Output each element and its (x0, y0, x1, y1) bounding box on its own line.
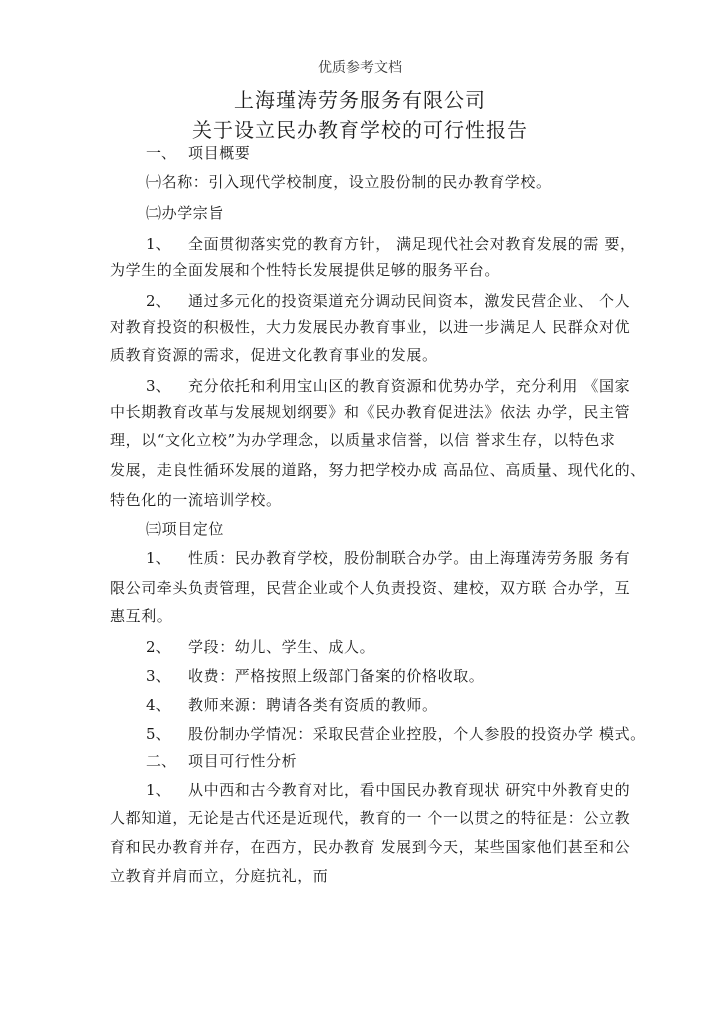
purpose-3-number: 3、 (146, 377, 171, 395)
feasibility-1-line-2: 人都知道，无论是古代还是近现代，教育的一 个一以贯之的特征是：公立教 (110, 809, 631, 827)
section-1-number: 一、 (146, 144, 177, 162)
position-2-text: 学段：幼儿、学生、成人。 (188, 638, 376, 656)
name-paragraph: ㈠名称：引入现代学校制度，设立股份制的民办教育学校。 (146, 173, 552, 191)
position-5-text: 股份制办学情况：采取民营企业控股，个人参股的投资办学 模式。 (188, 725, 646, 743)
purpose-3-line-2: 中长期教育改革与发展规划纲要》和《民办教育促进法》依法 办学，民主管 (110, 403, 631, 421)
position-3-number: 3、 (146, 667, 171, 685)
feasibility-1-number: 1、 (146, 781, 171, 799)
report-title: 关于设立民办教育学校的可行性报告 (192, 118, 528, 142)
purpose-3-line-3: 理，以“文化立校”为办学理念，以质量求信誉，以信 誉求生存，以特色求 (110, 431, 616, 449)
purpose-1-number: 1、 (146, 235, 171, 253)
position-heading: ㈢项目定位 (146, 520, 225, 538)
feasibility-1-line-4: 立教育并肩而立，分庭抗礼，而 (110, 867, 329, 885)
position-5-number: 5、 (146, 725, 171, 743)
purpose-heading: ㈡办学宗旨 (146, 204, 225, 222)
feasibility-1-line-3: 育和民办教育并存，在西方，民办教育 发展到今天，某些国家他们甚至和公 (110, 838, 631, 856)
company-title: 上海瑾涛劳务服务有限公司 (234, 88, 486, 112)
position-4-number: 4、 (146, 696, 171, 714)
purpose-1-line-1: 全面贯彻落实党的教育方针， 满足现代社会对教育发展的需 要， (188, 235, 636, 253)
page-header: 优质参考文档 (318, 60, 402, 76)
purpose-2-line-1: 通过多元化的投资渠道充分调动民间资本，激发民营企业、 个人 (188, 292, 631, 310)
position-1-number: 1、 (146, 549, 171, 567)
position-1-line-2: 限公司牵头负责管理，民营企业或个人负责投资、建校，双方联 合办学，互 (110, 579, 631, 597)
purpose-2-line-2: 对教育投资的积极性，大力发展民办教育事业，以进一步满足人 民群众对优 (110, 318, 631, 336)
section-1-title: 项目概要 (188, 144, 251, 162)
position-4-text: 教师来源：聘请各类有资质的教师。 (188, 696, 438, 714)
purpose-3-line-5: 特色化的一流培训学校。 (110, 491, 282, 509)
position-2-number: 2、 (146, 638, 171, 656)
purpose-3-line-4: 发展，走良性循环发展的道路，努力把学校办成 高品位、高质量、现代化的、 (110, 461, 646, 479)
position-1-line-3: 惠互利。 (110, 607, 173, 625)
section-2-title: 项目可行性分析 (188, 752, 298, 770)
purpose-2-number: 2、 (146, 292, 171, 310)
purpose-2-line-3: 质教育资源的需求，促进文化教育事业的发展。 (110, 346, 438, 364)
purpose-3-line-1: 充分依托和利用宝山区的教育资源和优势办学，充分利用 《国家 (188, 377, 631, 395)
position-3-text: 收费：严格按照上级部门备案的价格收取。 (188, 667, 485, 685)
purpose-1-line-2: 为学生的全面发展和个性特长发展提供足够的服务平台。 (110, 261, 501, 279)
section-2-number: 二、 (146, 752, 177, 770)
feasibility-1-line-1: 从中西和古今教育对比，看中国民办教育现状 研究中外教育史的 (188, 781, 631, 799)
position-1-line-1: 性质：民办教育学校，股份制联合办学。由上海瑾涛劳务服 务有 (188, 549, 631, 567)
